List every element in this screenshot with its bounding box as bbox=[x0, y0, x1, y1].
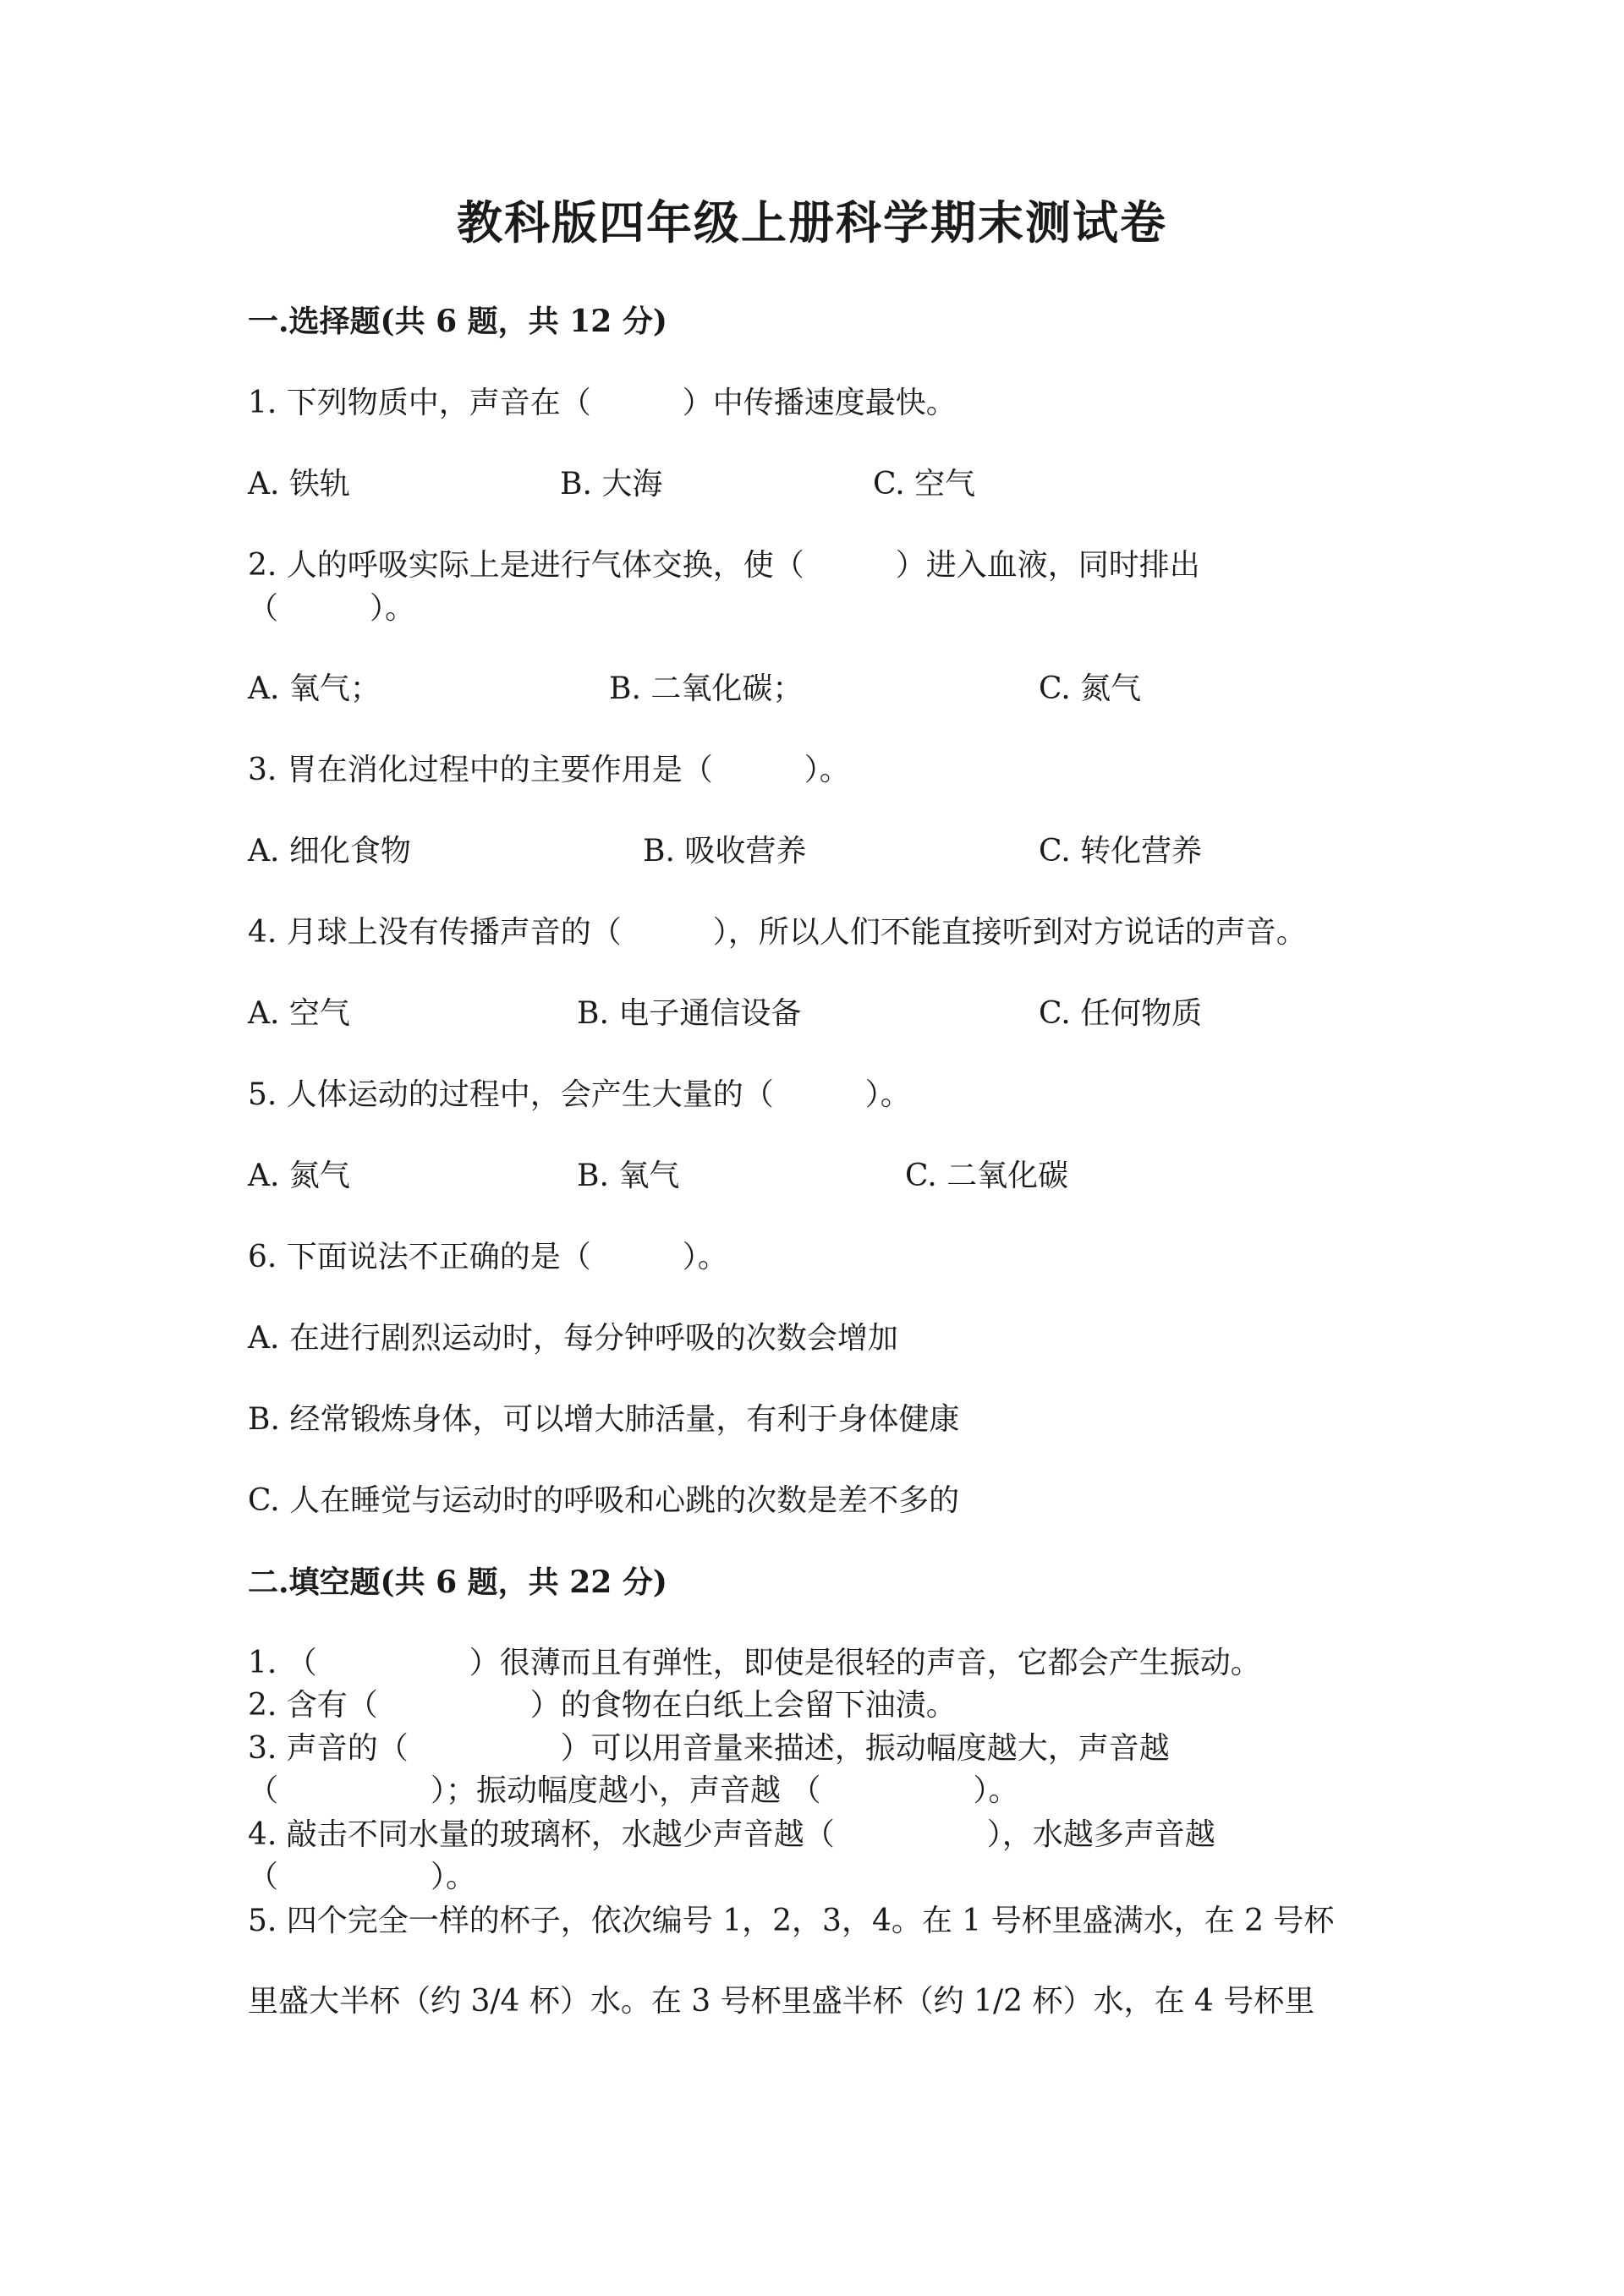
question-2-stem: 2. 人的呼吸实际上是进行气体交换，使（ ）进入血液，同时排出 bbox=[248, 548, 1200, 583]
question-1-option-c: C. 空气 bbox=[873, 467, 976, 501]
fill-line-3: 3. 声音的（ ）可以用音量来描述，振动幅度越大，声音越 bbox=[248, 1731, 1170, 1766]
question-5-option-a: A. 氮气 bbox=[248, 1159, 350, 1193]
question-5-stem: 5. 人体运动的过程中，会产生大量的（ ）。 bbox=[248, 1077, 911, 1112]
question-3-option-a: A. 细化食物 bbox=[248, 834, 411, 869]
question-4-option-a: A. 空气 bbox=[248, 996, 350, 1031]
question-3-stem: 3. 胃在消化过程中的主要作用是（ ）。 bbox=[248, 753, 850, 787]
question-6-option-a: A. 在进行剧烈运动时，每分钟呼吸的次数会增加 bbox=[248, 1321, 898, 1356]
fill-line-3-cont: （ ）；振动幅度越小，声音越 （ ）。 bbox=[248, 1773, 1019, 1808]
page-title: 教科版四年级上册科学期末测试卷 bbox=[457, 195, 1167, 249]
fill-line-1: 1. （ ）很薄而且有弹性，即使是很轻的声音，它都会产生振动。 bbox=[248, 1646, 1261, 1680]
question-2-option-a: A. 氧气； bbox=[248, 671, 381, 706]
question-1-option-b: B. 大海 bbox=[560, 467, 663, 501]
question-4-option-b: B. 电子通信设备 bbox=[577, 996, 802, 1031]
question-1-option-a: A. 铁轨 bbox=[248, 467, 350, 501]
section-heading-fill: 二.填空题(共 6 题，共 22 分) bbox=[248, 1564, 667, 1600]
question-3-option-b: B. 吸收营养 bbox=[643, 834, 807, 869]
fill-line-4-cont: （ ）。 bbox=[248, 1860, 477, 1894]
fill-line-2: 2. 含有（ ）的食物在白纸上会留下油渍。 bbox=[248, 1688, 957, 1723]
fill-line-4: 4. 敲击不同水量的玻璃杯，水越少声音越（ ），水越多声音越 bbox=[248, 1817, 1215, 1852]
fill-line-5: 5. 四个完全一样的杯子，依次编号 1，2，3，4。在 1 号杯里盛满水，在 2 号杯 bbox=[248, 1904, 1335, 1938]
question-3-option-c: C. 转化营养 bbox=[1039, 834, 1203, 869]
question-6-option-b: B. 经常锻炼身体，可以增大肺活量，有利于身体健康 bbox=[248, 1402, 960, 1437]
question-2-stem-cont: （ ）。 bbox=[248, 591, 416, 626]
question-5-option-c: C. 二氧化碳 bbox=[905, 1159, 1069, 1193]
question-4-option-c: C. 任何物质 bbox=[1039, 996, 1203, 1031]
section-heading-choice: 一.选择题(共 6 题，共 12 分) bbox=[248, 304, 667, 339]
question-6-stem: 6. 下面说法不正确的是（ ）。 bbox=[248, 1240, 728, 1274]
question-2-option-b: B. 二氧化碳； bbox=[609, 671, 804, 706]
question-4-stem: 4. 月球上没有传播声音的（ ），所以人们不能直接听到对方说话的声音。 bbox=[248, 915, 1307, 950]
question-5-option-b: B. 氧气 bbox=[577, 1159, 680, 1193]
fill-line-5-cont: 里盛大半杯（约 3/4 杯）水。在 3 号杯里盛半杯（约 1/2 杯）水，在 4 号杯里 bbox=[248, 1984, 1315, 2019]
question-1-stem: 1. 下列物质中，声音在（ ）中传播速度最快。 bbox=[248, 386, 957, 420]
question-6-option-c: C. 人在睡觉与运动时的呼吸和心跳的次数是差不多的 bbox=[248, 1483, 960, 1518]
question-2-option-c: C. 氮气 bbox=[1039, 671, 1142, 706]
